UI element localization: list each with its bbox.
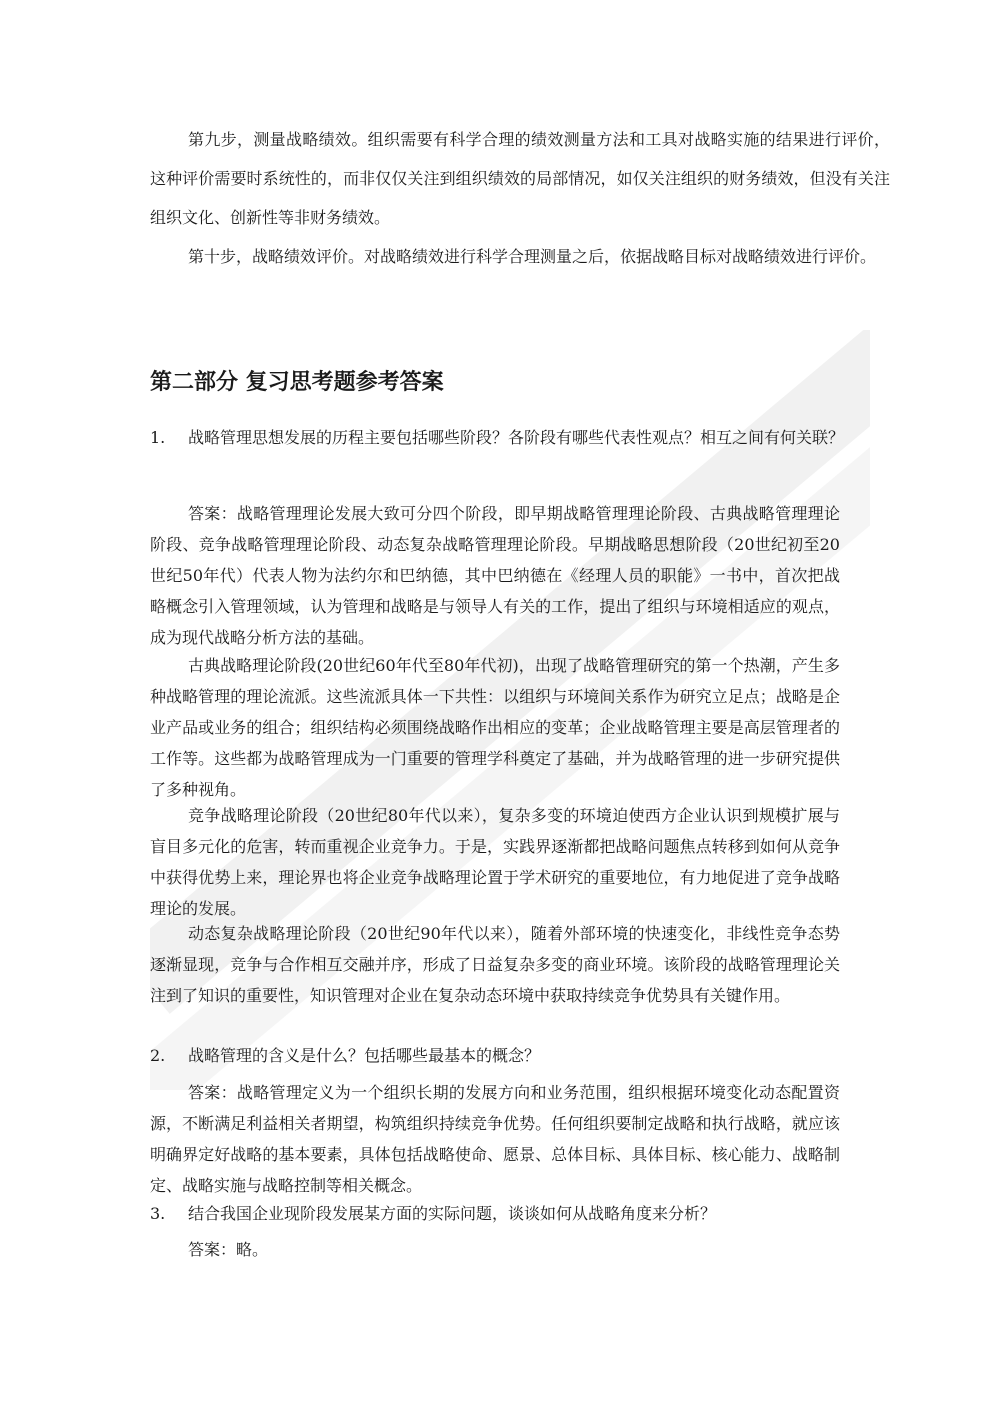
answer-1-paragraph-2: 古典战略理论阶段(20世纪60年代至80年代初)，出现了战略管理研究的第一个热潮，产生多种战略管理的理论流派。这些流派具体一下共性：以组织与环境间关系作为研究立足点；战略是企业产品或业务的组合；组织结构必须围绕战略作出相应的变革；企业战略管理主要是高层管理者的工作等。这些都为战略管理成为一门重要的管理学科奠定了基础，并为战略管理的进一步研究提供了多种视角。 bbox=[150, 656, 840, 799]
question-2 bbox=[150, 1037, 890, 1075]
paragraph-step9: 第九步，测量战略绩效。组织需要有科学合理的绩效测量方法和工具对战略实施的结果进行评价，这种评价需要时系统性的，而非仅仅关注到组织绩效的局部情况，如仅关注组织的财务绩效，但没有关注组织文化、创新性等非财务绩效。 bbox=[150, 130, 890, 227]
question-number: 1. bbox=[150, 428, 166, 447]
answer-1-paragraph-1: 答案：战略管理理论发展大致可分四个阶段，即早期战略管理理论阶段、古典战略管理理论阶段、竞争战略管理理论阶段、动态复杂战略管理理论阶段。早期战略思想阶段（20世纪初至20世纪50年代）代表人物为法约尔和巴纳德，其中巴纳德在《经理人员的职能》一书中，首次把战略概念引入管理领域，认为管理和战略是与领导人有关的工作，提出了组织与环境相适应的观点，成为现代战略分析方法的基础。 bbox=[150, 504, 840, 647]
question-text: 战略管理的含义是什么？包括哪些最基本的概念？ bbox=[188, 1046, 541, 1065]
question-text: 战略管理思想发展的历程主要包括哪些阶段？各阶段有哪些代表性观点？相互之间有何关联？ bbox=[188, 428, 845, 447]
question-number: 3. bbox=[150, 1204, 166, 1223]
answer-2-paragraph-1: 答案：战略管理定义为一个组织长期的发展方向和业务范围，组织根据环境变化动态配置资源，不断满足利益相关者期望，构筑组织持续竞争优势。任何组织要制定战略和执行战略，就应该明确界定好战略的基本要素，具体包括战略使命、愿景、总体目标、具体目标、核心能力、战略制定、战略实施与战略控制等相关概念。 bbox=[150, 1083, 840, 1195]
answer-3-paragraph-1: 答案：略。 bbox=[188, 1240, 269, 1259]
question-3 bbox=[150, 1195, 890, 1233]
question-text: 结合我国企业现阶段发展某方面的实际问题，谈谈如何从战略角度来分析？ bbox=[188, 1204, 717, 1223]
question-number: 2. bbox=[150, 1046, 166, 1065]
question-1 bbox=[150, 419, 890, 457]
section-heading: 第二部分 复习思考题参考答案 bbox=[150, 370, 444, 395]
answer-1-paragraph-4: 动态复杂战略理论阶段（20世纪90年代以来），随着外部环境的快速变化，非线性竞争态势逐渐显现，竞争与合作相互交融并序，形成了日益复杂多变的商业环境。该阶段的战略管理理论关注到了知识的重要性，知识管理对企业在复杂动态环境中获取持续竞争优势具有关键作用。 bbox=[150, 924, 840, 1005]
paragraph-step10: 第十步，战略绩效评价。对战略绩效进行科学合理测量之后，依据战略目标对战略绩效进行评价。 bbox=[188, 247, 877, 266]
answer-1-paragraph-3: 竞争战略理论阶段（20世纪80年代以来），复杂多变的环境迫使西方企业认识到规模扩展与盲目多元化的危害，转而重视企业竞争力。于是，实践界逐渐都把战略问题焦点转移到如何从竞争中获得优势上来，理论界也将企业竞争战略理论置于学术研究的重要地位，有力地促进了竞争战略理论的发展。 bbox=[150, 806, 840, 918]
